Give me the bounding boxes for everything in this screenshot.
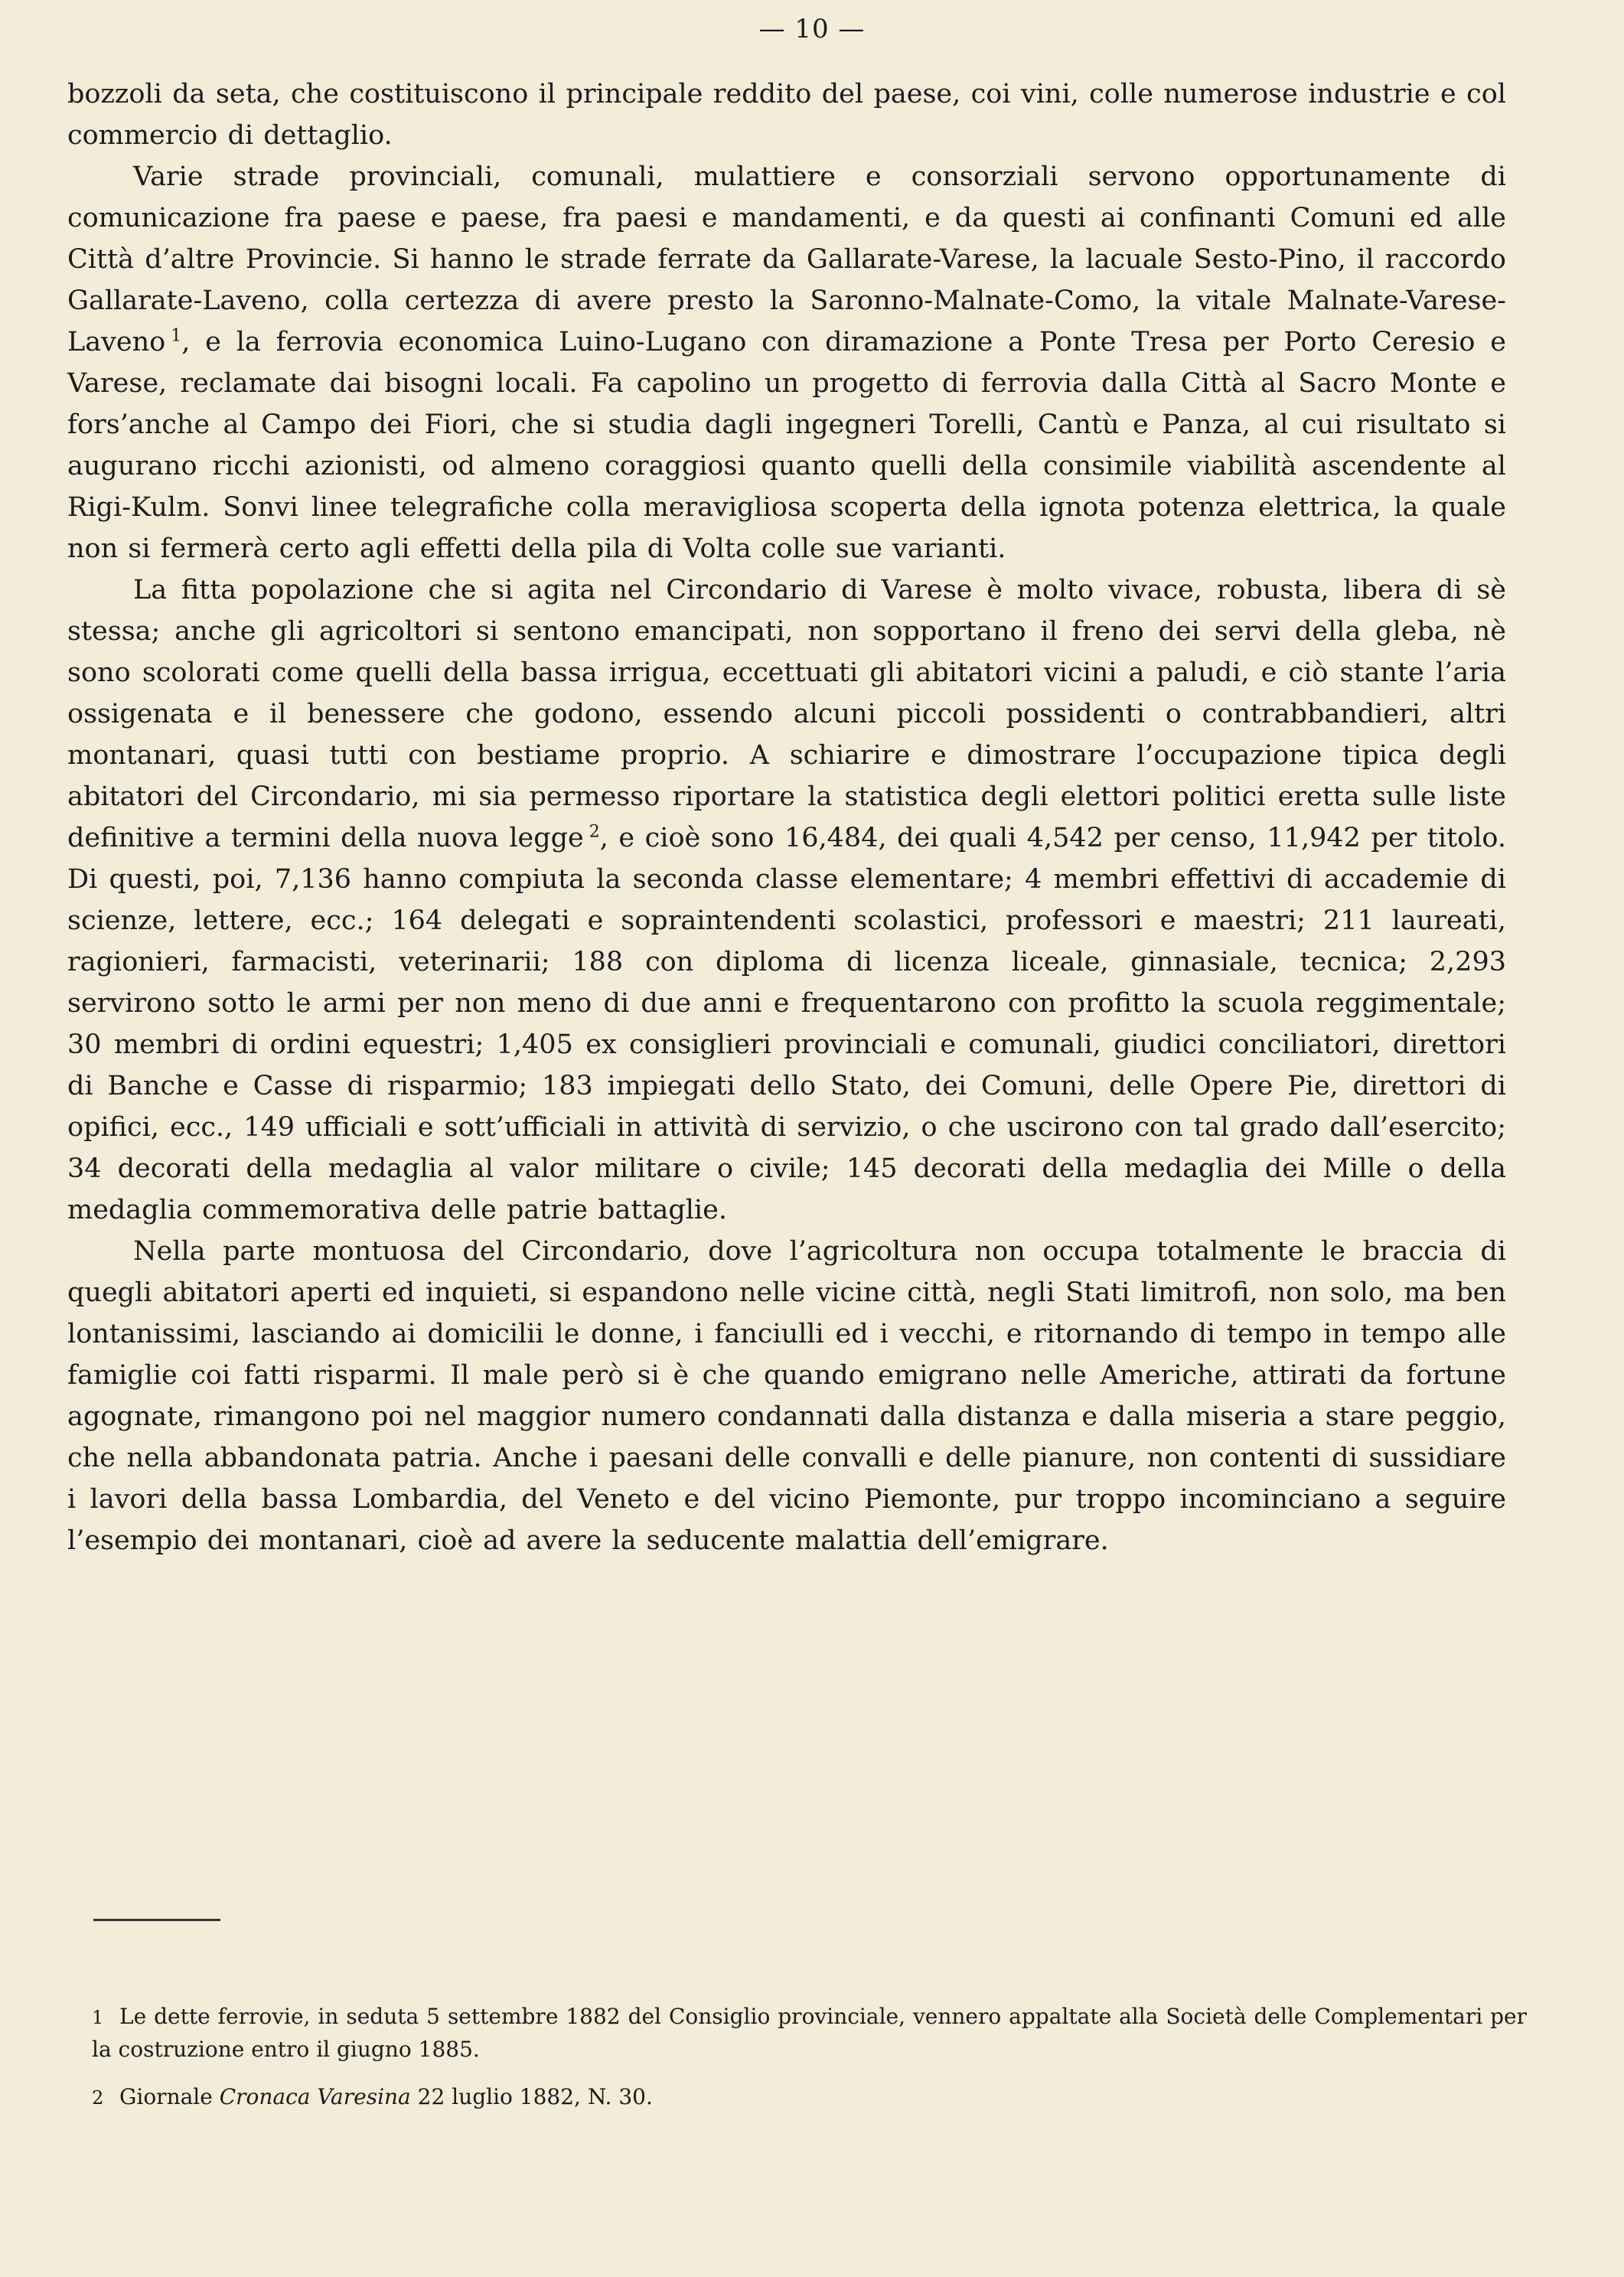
footnote-1-number: 1 xyxy=(92,2007,104,2028)
footnote-ref-2: 2 xyxy=(589,822,600,842)
footnotes xyxy=(92,2001,1527,2129)
paragraph-1 xyxy=(67,73,1506,156)
paragraph-3 xyxy=(67,569,1506,1231)
paragraph-2-text-after: , e la ferrovia economica Luino-Lugano con diramazione a Ponte Tresa per Porto Ceresio e Varese, reclamate dai bisogni locali. Fa capolino un progetto di ferrovia dalla Città al Sacro Monte e fors’anche al Campo dei Fiori, che si studia dagli ingegneri Torelli, Cantù e Panza, al cui risultato si augurano ricchi azionisti, od almeno coraggiosi quanto quelli della consimile viabilità ascendente al Rigi-Kulm. Sonvi linee telegrafiche colla meravigliosa scoperta della ignota potenza elettrica, la quale non si fermerà certo agli effetti della pila di Volta colle sue varianti. xyxy=(67,327,1506,564)
paragraph-3-text-after: , e cioè sono 16,484, dei quali 4,542 per censo, 11,942 per titolo. Di questi, poi, 7,136 hanno compiuta la seconda classe elementare; 4 membri effettivi di accademie di scienze, lettere, ecc.; 164 delegati e sopraintendenti scolastici, professori e maestri; 211 laureati, ragionieri, farmacisti, veterinarii; 188 con diploma di licenza liceale, ginnasiale, tecnica; 2,293 servirono sotto le armi per non meno di due anni e frequentarono con profitto la scuola reggimentale; 30 membri di ordini equestri; 1,405 ex consiglieri provinciali e comunali, giudici conciliatori, direttori di Banche e Casse di risparmio; 183 impiegati dello Stato, dei Comuni, delle Opere Pie, direttori di opifici, ecc., 149 ufficiali e sott’ufficiali in attività di servizio, o che uscirono con tal grado dall’esercito; 34 decorati della medaglia al valor militare o civile; 145 decorati della medaglia dei Mille o della medaglia commemorativa delle patrie battaglie. xyxy=(67,823,1506,1225)
page-number: — 10 — xyxy=(758,14,866,44)
paragraph-2 xyxy=(67,156,1506,569)
footnote-2-text-before: Giornale xyxy=(119,2084,213,2109)
footnote-2-text-after: 22 luglio 1882, N. 30. xyxy=(417,2084,653,2109)
paragraph-1-text: bozzoli da seta, che costituiscono il principale reddito del paese, coi vini, colle numerose industrie e col commercio di dettaglio. xyxy=(67,79,1506,151)
paragraph-3-text: La fitta popolazione che si agita nel Circondario di Varese è molto vivace, robusta, libera di sè stessa; anche gli agricoltori si sentono emancipati, non sopportano il freno dei servi della gleba, nè sono scolorati come quelli della bassa irrigua, eccettuati gli abitatori vicini a paludi, e ciò stante l’aria ossigenata e il benessere che godono, essendo alcuni piccoli possidenti o contrabbandieri, altri montanari, quasi tutti con bestiame proprio. A schiarire e dimostrare l’occupazione tipica degli abitatori del Circondario, mi sia permesso riportare la statistica degli elettori politici eretta sulle liste definitive a termini della nuova legge xyxy=(67,575,1506,853)
footnote-1-text: Le dette ferrovie, in seduta 5 settembre 1882 del Consiglio provinciale, vennero appaltate alla Società delle Complementari per la costruzione entro il giugno 1885. xyxy=(92,2004,1527,2062)
footnote-1 xyxy=(92,2001,1527,2066)
footnote-2-italic: Cronaca Varesina xyxy=(219,2084,411,2109)
footnote-2 xyxy=(92,2081,1527,2114)
footnote-divider xyxy=(93,1919,220,1921)
body-text xyxy=(67,73,1506,1561)
paragraph-2-text: Varie strade provinciali, comunali, mulattiere e consorziali servono opportunamente di comunicazione fra paese e paese, fra paesi e mandamenti, e da questi ai confinanti Comuni ed alle Città d’altre Provincie. Si hanno le strade ferrate da Gallarate-Varese, la lacuale Sesto-Pino, il raccordo Gallarate-Laveno, colla certezza di avere presto la Saronno-Malnate-Como, la vitale Malnate-Varese-Laveno xyxy=(67,161,1506,357)
footnote-2-number: 2 xyxy=(92,2087,104,2109)
paragraph-4 xyxy=(67,1231,1506,1561)
paragraph-4-text: Nella parte montuosa del Circondario, dove l’agricoltura non occupa totalmente le braccia di quegli abitatori aperti ed inquieti, si espandono nelle vicine città, negli Stati limitrofi, non solo, ma ben lontanissimi, lasciando ai domicilii le donne, i fanciulli ed i vecchi, e ritornando di tempo in tempo alle famiglie coi fatti risparmi. Il male però si è che quando emigrano nelle Americhe, attirati da fortune agognate, rimangono poi nel maggior numero condannati dalla distanza e dalla miseria a stare peggio, che nella abbandonata patria. Anche i paesani delle convalli e delle pianure, non contenti di sussidiare i lavori della bassa Lombardia, del Veneto e del vicino Piemonte, pur troppo incominciano a seguire l’esempio dei montanari, cioè ad avere la seducente malattia dell’emigrare. xyxy=(67,1236,1506,1556)
footnote-ref-1: 1 xyxy=(171,326,182,346)
